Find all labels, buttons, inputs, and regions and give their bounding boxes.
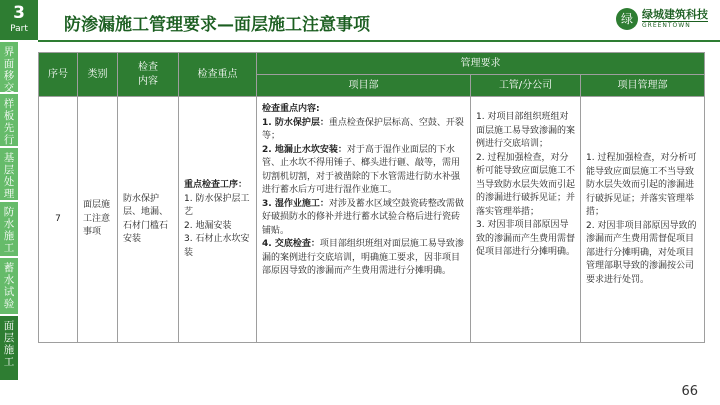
cell-project (257, 97, 471, 343)
focus-item: 3. 石材止水坎安装 (184, 234, 250, 258)
sidebar-item-base[interactable]: 基层处理 (0, 148, 18, 200)
sidebar (0, 42, 18, 405)
sub-item: 3. 对因非项目部原因导致的渗漏而产生费用需督促项目部进行分摊明确。 (476, 220, 576, 257)
logo-icon: 绿 (616, 8, 638, 30)
project-item: 2. 地漏止水坎安装：对于高于湿作业面层的下水管、止水坎不得用锤子、榔头进行砸、敲等，需用切割机切割，对于被凿除的下水管需进行防水补强进行蓄水后方可进行湿作业施工。 (262, 144, 461, 195)
part-label: Part (10, 24, 28, 34)
sidebar-item-sample[interactable]: 样板先行 (0, 94, 18, 146)
sidebar-item-surface[interactable]: 面层施工 (0, 316, 18, 380)
logo-cn-text: 绿城建筑科技 (642, 8, 708, 21)
header-project: 项目部 (257, 75, 471, 97)
cell-category: 面层施工注意事项 (78, 97, 118, 343)
focus-title: 重点检查工序： (184, 180, 248, 190)
part-number: 3 (13, 3, 25, 23)
cell-sub (471, 97, 581, 343)
focus-item: 2. 地漏安装 (184, 220, 232, 231)
cell-pm (581, 97, 705, 343)
pm-item: 2. 对因非项目部原因导致的渗漏而产生费用需督促项目部进行分摊明确，对处项目管理部职导致的渗漏按公司要求进行处罚。 (586, 220, 697, 285)
focus-item: 1. 防水保护层工艺 (184, 193, 250, 217)
project-item: 1. 防水保护层：重点检查保护层标高、空鼓、开裂等； (262, 117, 464, 141)
header-sub: 工管/分公司 (471, 75, 581, 97)
header-category: 类别 (78, 53, 118, 97)
cell-check-focus (179, 97, 257, 343)
header-check-content: 检查 内容 (118, 53, 179, 97)
requirements-table (38, 52, 705, 343)
pm-item: 1. 过程加强检查，对分析可能导致应面层施工不当导致防水层失效而引起的渗漏进行破拆见证；并落实管理举措； (586, 153, 697, 217)
project-item: 3. 湿作业施工：对涉及蓄水区域空鼓瓷砖整改需做好破损防水的修补并进行蓄水试验合格后进行瓷砖铺贴。 (262, 198, 464, 236)
page-title: 防渗漏施工管理要求—面层施工注意事项 (64, 15, 370, 35)
sidebar-item-water-test[interactable]: 蓄水试验 (0, 258, 18, 314)
project-title: 检查重点内容: (262, 104, 320, 114)
page-number: 66 (681, 384, 698, 399)
cell-seq: 7 (39, 97, 78, 343)
header-mgmt: 管理要求 (257, 53, 705, 75)
project-item: 4. 交底检查：项目部组织班组对面层施工易导致渗漏的案例进行交底培训，明确施工要求，因非项目部原因导致的渗漏而产生费用需进行分摊明确。 (262, 239, 464, 276)
sidebar-item-waterproof[interactable]: 防水施工 (0, 202, 18, 256)
sub-item: 1. 对项目部组织班组对面层施工易导致渗漏的案例进行交底培训； (476, 112, 576, 149)
header (38, 0, 720, 40)
cell-check-content: 防水保护层、地漏、石材门槛石安装 (118, 97, 179, 343)
header-divider (38, 40, 720, 42)
header-seq: 序号 (39, 53, 78, 97)
sub-item: 2. 过程加强检查，对分析可能导致应面层施工不当导致防水层失效而引起的渗漏进行破拆见证；并落实管理举措； (476, 152, 576, 217)
logo-en-text: GREENTOWN (642, 21, 708, 30)
header-check-focus: 检查重点 (179, 53, 257, 97)
header-pm: 项目管理部 (581, 75, 705, 97)
sidebar-item-handover[interactable]: 界面移交 (0, 42, 18, 92)
part-indicator (0, 0, 38, 40)
company-logo (616, 8, 708, 30)
